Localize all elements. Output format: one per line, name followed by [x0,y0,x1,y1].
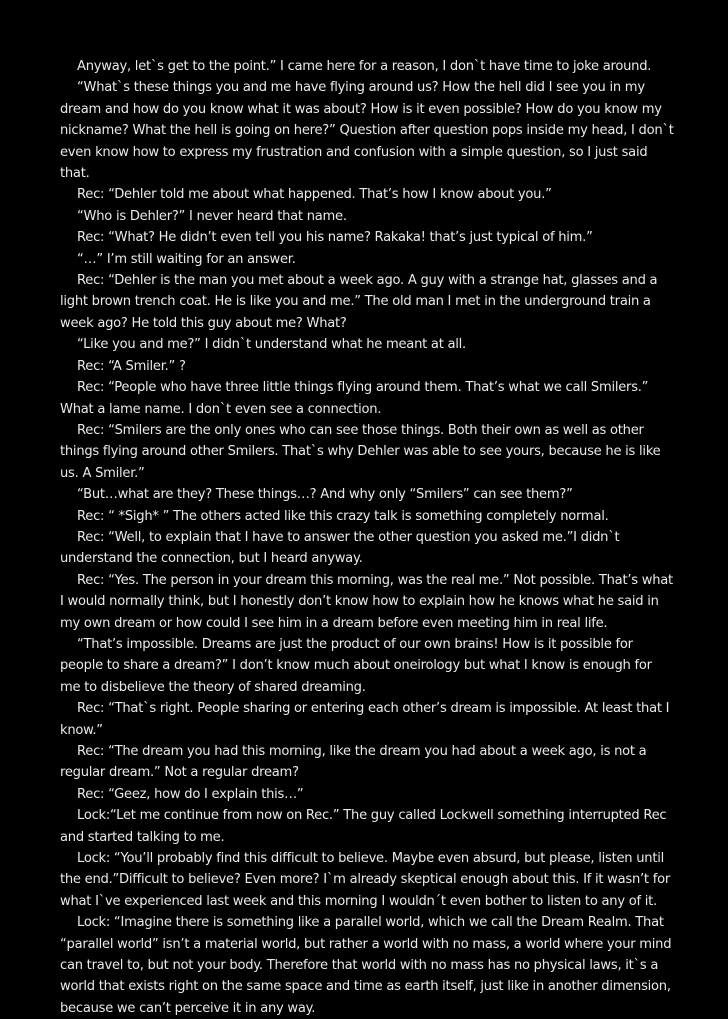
story-text [60,56,675,1019]
paragraph-12: “But…what are they? These things…? And why only “Smilers” can see them?” [77,487,573,503]
paragraph-20: Lock:“Let me continue from now on Rec.” The guy called Lockwell something interrupted Rec and started talking to me. [60,808,667,845]
paragraph-21: Lock: “You’ll probably find this difficult to believe. Maybe even absurd, but please, listen until the end.”Difficult to believe? Even more? I`m already skeptical enough about this. If it wasn’t for what I`ve experienced last week and this morning I wouldn´t even bother to listen to any of it. [60,851,670,909]
paragraph-7: Rec: “Dehler is the man you met about a week ago. A guy with a strange hat, glasses and a light brown trench coat. He is like you and me.” The old man I met in the underground train a week ago? He told this guy about me? What? [60,273,658,331]
paragraph-6: “…” I’m still waiting for an answer. [77,251,296,267]
paragraph-2: “What`s these things you and me have flying around us? How the hell did I see you in my dream and how do you know what it was about? How is it even possible? How do you know my nickname? What the hell is going on here?” Question after question pops inside my head, I don`t even know how to express my frustration and confusion with a simple question, so I just said that. [60,80,674,182]
paragraph-14: Rec: “Well, to explain that I have to answer the other question you asked me.”I didn`t understand the connection, but I heard anyway. [60,529,620,567]
paragraph-15: Rec: “Yes. The person in your dream this morning, was the real me.” Not possible. That’s what I would normally think, but I honestly don’t know how to explain how he knows what he said in my own dream or how could I see him in a dream before even meeting him in real life. [60,572,673,631]
paragraph-16: “That’s impossible. Dreams are just the product of our own brains! How is it possible for people to share a dream?” I don’t know much about oneirology but what I know is enough for me to disbelieve the theory of shared dreaming. [60,636,652,695]
paragraph-17: Rec: “That`s right. People sharing or entering each other’s dream is impossible. At least that I know.” [60,701,670,738]
paragraph-18: Rec: “The dream you had this morning, like the dream you had about a week ago, is not a regular dream.” Not a regular dream? [60,744,647,781]
paragraph-5: Rec: “What? He didn’t even tell you his name? Rakaka! that’s just typical of him.” [77,230,593,246]
paragraph-9: Rec: “A Smiler.” ? [77,358,186,374]
paragraph-10: Rec: “People who have three little things flying around them. That’s what we call Smilers.” What a lame name. I don`t even see a connection. [60,380,649,417]
paragraph-11: Rec: “Smilers are the only ones who can see those things. Both their own as well as other things flying around other Smilers. That`s why Dehler was able to see yours, because he is like us. A Smiler.” [60,422,661,481]
paragraph-22: Lock: “Imagine there is something like a parallel world, which we call the Dream Realm. That “parallel world” isn’t a material world, but rather a world with no mass, a world where your mind can travel to, but not your body. Therefore that world with no mass has no physical laws, it`s a world that exists right on the same space and time as earth itself, just like in another dimension, because we can’t perceive it in any way. [60,915,672,1016]
paragraph-13: Rec: “ *Sigh* ” The others acted like this crazy talk is something completely normal. [77,508,609,524]
paragraph-19: Rec: “Geez, how do I explain this…” [77,786,304,802]
paragraph-1: Anyway, let`s get to the point.” I came here for a reason, I don`t have time to joke around. [77,59,652,74]
paragraph-8: “Like you and me?” I didn`t understand what he meant at all. [77,337,466,353]
paragraph-4: “Who is Dehler?” I never heard that name. [77,208,347,224]
paragraph-3: Rec: “Dehler told me about what happened. That’s how I know about you.” [77,187,552,203]
